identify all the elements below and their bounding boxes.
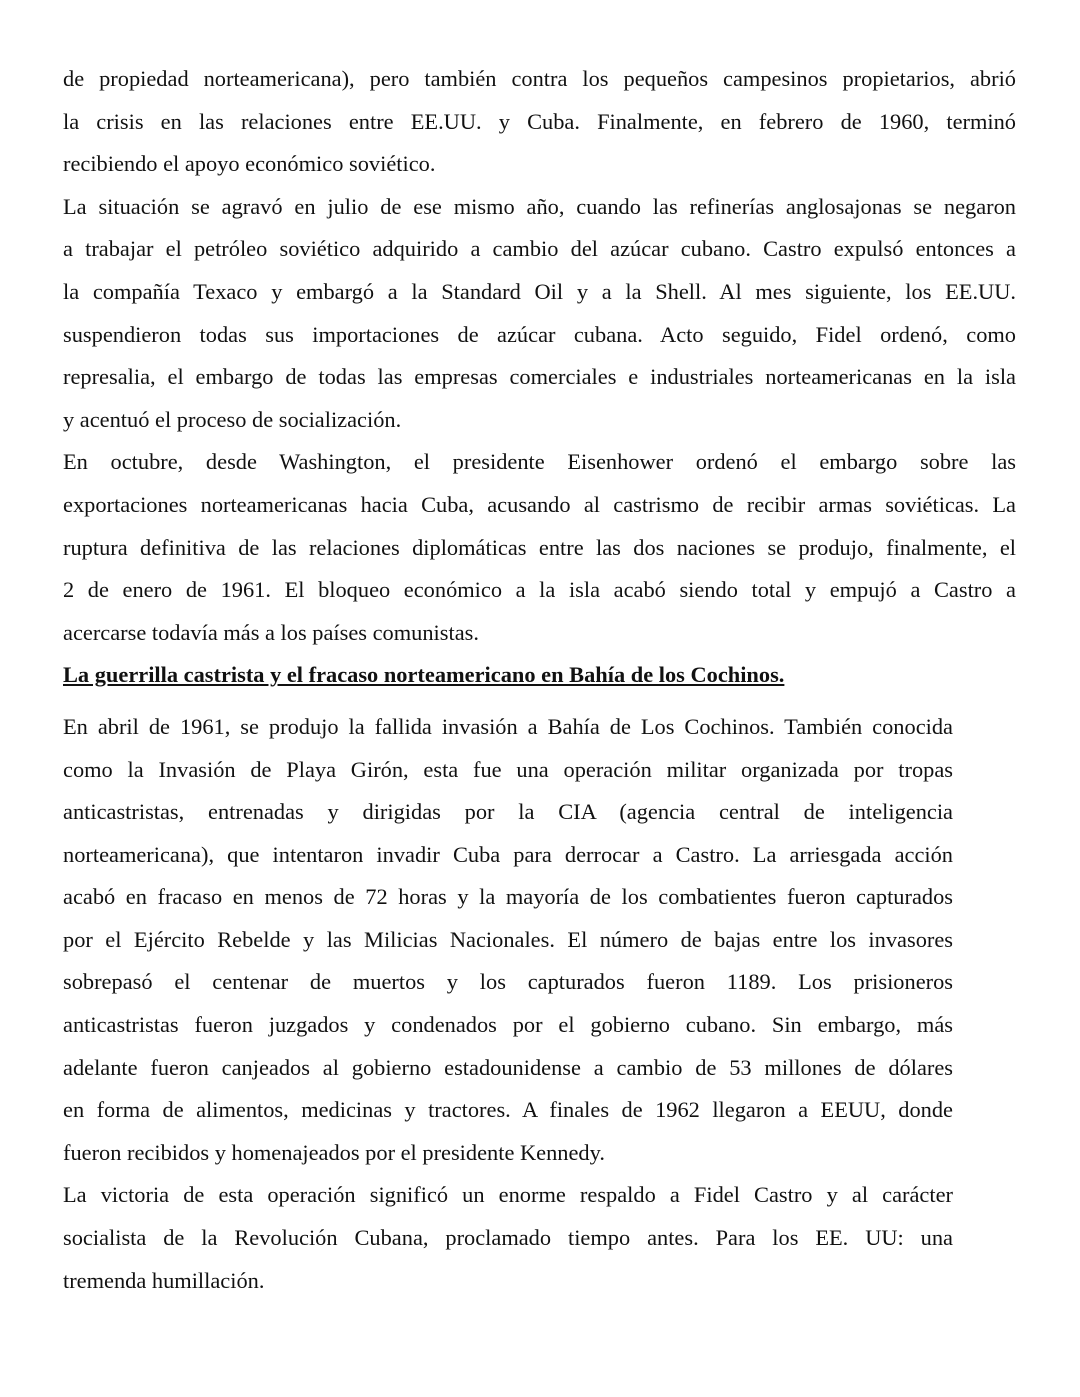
section-heading: La guerrilla castrista y el fracaso norteamericano en Bahía de los Cochinos. — [63, 662, 785, 688]
text-line: y acentuó el proceso de socialización. — [63, 406, 402, 432]
text-line: La situación se agravó en julio de ese mismo año, cuando las refinerías anglosajonas se negaron — [63, 193, 1016, 219]
text-line: La victoria de esta operación significó un enorme respaldo a Fidel Castro y al carácter — [63, 1182, 953, 1208]
text-line: En octubre, desde Washington, el presidente Eisenhower ordenó el embargo sobre las — [63, 449, 1016, 475]
text-line: tremenda humillación. — [63, 1267, 265, 1293]
paragraph — [63, 58, 1016, 186]
text-line: fueron recibidos y homenajeados por el presidente Kennedy. — [63, 1139, 605, 1165]
text-line: 2 de enero de 1961. El bloqueo económico a la isla acabó siendo total y empujó a Castro a — [63, 577, 1016, 603]
text-line: ruptura definitiva de las relaciones diplomáticas entre las dos naciones se produjo, finalmente, el — [63, 534, 1016, 560]
text-line: en forma de alimentos, medicinas y tractores. A finales de 1962 llegaron a EEUU, donde — [63, 1097, 953, 1123]
text-line: recibiendo el apoyo económico soviético. — [63, 151, 436, 177]
section-cuba-us-relations — [63, 58, 1016, 654]
text-line: acercarse todavía más a los países comunistas. — [63, 619, 479, 645]
text-line: de propiedad norteamericana), pero también contra los pequeños campesinos propietarios, abrió — [63, 66, 1016, 91]
text-line: represalia, el embargo de todas las empresas comerciales e industriales norteamericanas en la isla — [63, 364, 1016, 390]
text-line: por el Ejército Rebelde y las Milicias Nacionales. El número de bajas entre los invasores — [63, 926, 953, 952]
text-line: socialista de la Revolución Cubana, proclamado tiempo antes. Para los EE. UU: una — [63, 1225, 953, 1251]
text-line: como la Invasión de Playa Girón, esta fue una operación militar organizada por tropas — [63, 756, 953, 782]
text-line: acabó en fracaso en menos de 72 horas y la mayoría de los combatientes fueron capturados — [63, 884, 953, 910]
text-line: a trabajar el petróleo soviético adquirido a cambio del azúcar cubano. Castro expulsó entonces a — [63, 236, 1016, 262]
section-bay-of-pigs — [63, 706, 953, 1302]
paragraph — [63, 441, 1016, 654]
text-line: norteamericana), que intentaron invadir Cuba para derrocar a Castro. La arriesgada acción — [63, 841, 953, 867]
text-line: exportaciones norteamericanas hacia Cuba, acusando al castrismo de recibir armas soviéticas. La — [63, 491, 1016, 517]
text-line: sobrepasó el centenar de muertos y los capturados fueron 1189. Los prisioneros — [63, 969, 953, 995]
text-line: anticastristas, entrenadas y dirigidas por la CIA (agencia central de inteligencia — [63, 799, 953, 825]
text-line: En abril de 1961, se produjo la fallida invasión a Bahía de Los Cochinos. También conocida — [63, 713, 953, 739]
paragraph — [63, 1174, 953, 1302]
text-line: adelante fueron canjeados al gobierno estadounidense a cambio de 53 millones de dólares — [63, 1054, 953, 1080]
paragraph — [63, 186, 1016, 442]
document-page — [63, 58, 1016, 1302]
paragraph — [63, 706, 953, 1175]
text-line: anticastristas fueron juzgados y condenados por el gobierno cubano. Sin embargo, más — [63, 1012, 953, 1038]
text-line: la compañía Texaco y embargó a la Standard Oil y a la Shell. Al mes siguiente, los EE.UU. — [63, 278, 1016, 304]
text-line: la crisis en las relaciones entre EE.UU. y Cuba. Finalmente, en febrero de 1960, terminó — [63, 108, 1016, 134]
text-line: suspendieron todas sus importaciones de azúcar cubana. Acto seguido, Fidel ordenó, como — [63, 321, 1016, 347]
